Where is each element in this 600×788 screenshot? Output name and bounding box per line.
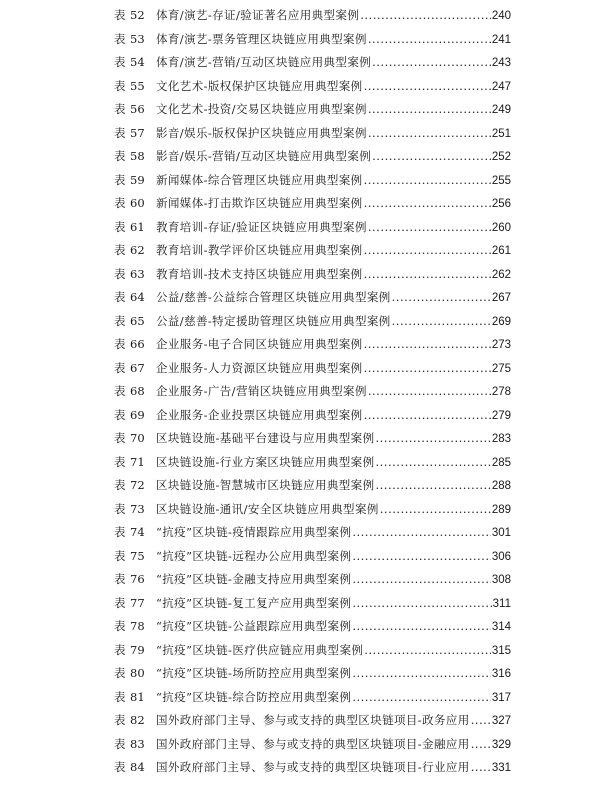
toc-entry-page: 241	[491, 33, 511, 46]
toc-entry-page: 279	[491, 409, 511, 422]
toc-entry[interactable]	[0, 686, 600, 710]
toc-entry-line	[156, 122, 511, 147]
toc-entry-prefix: 表	[114, 572, 126, 586]
toc-entry-prefix: 表	[114, 548, 126, 563]
toc-entry-title: “抗疫”区块链-复工复产应用典型案例	[156, 595, 352, 610]
toc-entry-page: 269	[491, 315, 511, 328]
toc-entry-page: 308	[491, 574, 511, 586]
toc-entry-title: 企业服务-电子合同区块链应用典型案例	[156, 337, 363, 351]
toc-entry-line	[156, 592, 511, 617]
toc-entry-prefix: 表	[114, 666, 126, 680]
toc-entry-title: “抗疫”区块链-综合防控应用典型案例	[156, 689, 352, 704]
toc-entry-title: 教育培训-教学评价区块链应用典型案例	[156, 243, 363, 257]
toc-leader-dots	[375, 474, 490, 498]
toc-entry[interactable]	[0, 592, 600, 616]
toc-entry-page: 311	[492, 597, 511, 610]
toc-entry-line	[156, 75, 511, 100]
toc-entry-prefix: 表	[114, 595, 126, 610]
toc-leader-dots	[352, 521, 490, 545]
toc-entry-page: 288	[491, 480, 511, 492]
toc-entry-page: 252	[491, 151, 511, 163]
toc-entry[interactable]	[0, 733, 600, 757]
toc-entry-number: 78	[130, 619, 145, 633]
toc-leader-dots	[471, 756, 491, 780]
toc-leader-dots	[352, 615, 490, 639]
toc-entry-title: 影音/娱乐-营销/互动区块链应用典型案例	[156, 149, 372, 163]
toc-entry-prefix: 表	[114, 149, 126, 163]
toc-entry[interactable]	[0, 98, 600, 122]
toc-entry-title: 区块链设施-行业方案区块链应用典型案例	[156, 454, 375, 469]
toc-entry-page: 262	[491, 268, 511, 281]
toc-entry-page: 314	[491, 621, 511, 633]
toc-entry-title: “抗疫”区块链-疫情跟踪应用典型案例	[156, 525, 352, 539]
toc-entry-number: 61	[130, 219, 145, 234]
toc-entry-number: 59	[130, 172, 145, 187]
toc-entry-page: 329	[491, 738, 511, 751]
toc-leader-dots	[364, 404, 491, 428]
toc-entry-title: “抗疫”区块链-金融支持应用典型案例	[156, 572, 352, 586]
toc-entry-prefix: 表	[114, 196, 126, 210]
toc-entry[interactable]	[0, 521, 600, 545]
toc-entry[interactable]	[0, 4, 600, 28]
toc-entry-line	[156, 380, 511, 405]
toc-entry[interactable]	[0, 709, 600, 733]
toc-entry-page: 251	[491, 127, 511, 140]
toc-leader-dots	[364, 192, 491, 216]
toc-entry-title: 国外政府部门主导、参与或支持的典型区块链项目-金融应用	[156, 736, 470, 751]
toc-entry-line	[156, 498, 511, 523]
toc-entry-prefix: 表	[114, 290, 126, 304]
toc-entry-page: 315	[491, 644, 511, 657]
toc-entry-page: 247	[491, 80, 511, 93]
toc-entry-page: 289	[491, 503, 511, 516]
toc-leader-dots	[364, 263, 491, 287]
toc-entry-prefix: 表	[114, 31, 126, 46]
toc-entry-number: 74	[130, 525, 145, 539]
toc-entry-title: 文化艺术-版权保护区块链应用典型案例	[156, 78, 363, 93]
toc-entry-line	[156, 333, 511, 358]
toc-entry-prefix: 表	[114, 736, 126, 751]
toc-entry-line	[156, 192, 511, 217]
toc-entry[interactable]	[0, 263, 600, 287]
toc-leader-dots	[364, 169, 491, 193]
toc-entry[interactable]	[0, 357, 600, 381]
toc-entry-page: 278	[491, 386, 511, 398]
toc-entry-line	[156, 709, 511, 734]
toc-entry[interactable]	[0, 639, 600, 663]
toc-entry-number: 66	[130, 337, 145, 351]
toc-entry[interactable]	[0, 662, 600, 686]
toc-entry[interactable]	[0, 122, 600, 146]
toc-entry-line	[156, 427, 511, 452]
toc-leader-dots	[375, 427, 490, 451]
toc-entry-line	[156, 662, 511, 687]
toc-entry-prefix: 表	[114, 384, 126, 398]
toc-leader-dots	[364, 639, 491, 663]
toc-entry[interactable]	[0, 427, 600, 451]
toc-entry-title: 影音/娱乐-版权保护区块链应用典型案例	[156, 125, 367, 140]
toc-entry-prefix: 表	[114, 337, 126, 351]
toc-entry-number: 75	[130, 548, 145, 563]
toc-leader-dots	[364, 357, 491, 381]
toc-entry-number: 76	[130, 572, 145, 586]
toc-entry[interactable]	[0, 51, 600, 75]
toc-entry-title: 教育培训-技术支持区块链应用典型案例	[156, 266, 363, 281]
toc-entry[interactable]	[0, 75, 600, 99]
toc-entry[interactable]	[0, 28, 600, 52]
toc-entry-number: 83	[130, 736, 145, 751]
toc-entry-prefix: 表	[114, 454, 126, 469]
toc-entry-line	[156, 169, 511, 194]
toc-entry-title: 体育/演艺-存证/验证著名应用典型案例	[156, 8, 360, 22]
toc-leader-dots	[352, 662, 490, 686]
toc-entry-prefix: 表	[114, 266, 126, 281]
toc-entry-prefix: 表	[114, 689, 126, 704]
toc-entry[interactable]	[0, 474, 600, 498]
toc-entry-title: “抗疫”区块链-公益跟踪应用典型案例	[156, 619, 352, 633]
toc-entry-number: 71	[130, 454, 145, 469]
toc-entry-number: 57	[130, 125, 145, 140]
toc-entry-prefix: 表	[114, 102, 126, 116]
toc-entry-number: 81	[130, 689, 145, 704]
toc-entry-line	[156, 239, 511, 264]
toc-entry-page: 243	[491, 57, 511, 69]
toc-entry-prefix: 表	[114, 478, 126, 492]
toc-entry-page: 327	[491, 715, 511, 727]
toc-entry-line	[156, 756, 511, 781]
toc-entry-title: 新闻媒体-综合管理区块链应用典型案例	[156, 172, 363, 187]
toc-entry-line	[156, 733, 511, 758]
toc-entry-prefix: 表	[114, 642, 126, 657]
toc-leader-dots	[352, 545, 490, 569]
toc-entry-page: 275	[491, 362, 511, 375]
toc-entry-line	[156, 357, 511, 382]
toc-entry-title: 体育/演艺-营销/互动区块链应用典型案例	[156, 55, 372, 69]
toc-entry-number: 82	[130, 713, 145, 727]
toc-entry-page: 285	[491, 456, 511, 469]
toc-leader-dots	[364, 239, 491, 263]
toc-entry[interactable]	[0, 498, 600, 522]
toc-entry-line	[156, 521, 511, 546]
toc-leader-dots	[360, 4, 491, 28]
toc-entry-number: 52	[130, 8, 145, 22]
toc-entry-page: 249	[491, 104, 511, 116]
toc-entry-line	[156, 51, 511, 76]
toc-entry-page: 283	[491, 433, 511, 445]
toc-entry[interactable]	[0, 451, 600, 475]
toc-entry-line	[156, 286, 511, 311]
toc-entry-line	[156, 615, 511, 640]
toc-entry-title: 国外政府部门主导、参与或支持的典型区块链项目-政务应用	[156, 713, 470, 727]
toc-leader-dots	[380, 498, 491, 522]
toc-entry[interactable]	[0, 380, 600, 404]
toc-entry-title: 公益/慈善-特定援助管理区块链应用典型案例	[156, 313, 391, 328]
toc-entry-number: 80	[130, 666, 145, 680]
toc-entry-prefix: 表	[114, 407, 126, 422]
toc-entry-line	[156, 545, 511, 570]
toc-entry-line	[156, 263, 511, 288]
toc-entry-number: 53	[130, 31, 145, 46]
toc-entry-line	[156, 28, 511, 53]
toc-entry[interactable]	[0, 169, 600, 193]
toc-entry-title: “抗疫”区块链-场所防控应用典型案例	[156, 666, 352, 680]
toc-entry-title: “抗疫”区块链-医疗供应链应用典型案例	[156, 642, 364, 657]
toc-entry-page: 261	[491, 245, 511, 257]
toc-entry-number: 79	[130, 642, 145, 657]
toc-entry-page: 240	[491, 10, 511, 22]
toc-leader-dots	[364, 75, 491, 99]
toc-leader-dots	[352, 592, 491, 616]
toc-entry-number: 58	[130, 149, 145, 163]
toc-leader-dots	[352, 568, 490, 592]
toc-entry-line	[156, 216, 511, 241]
toc-entry[interactable]	[0, 286, 600, 310]
toc-entry-title: 区块链设施-智慧城市区块链应用典型案例	[156, 478, 375, 492]
toc-entry-page: 267	[491, 292, 511, 304]
toc-entry-title: 企业服务-企业投票区块链应用典型案例	[156, 407, 363, 422]
toc-entry-prefix: 表	[114, 360, 126, 375]
toc-entry-page: 306	[491, 550, 511, 563]
toc-entry-title: 区块链设施-基础平台建设与应用典型案例	[156, 431, 375, 445]
toc-entry-prefix: 表	[114, 760, 126, 774]
toc-entry-title: 区块链设施-通讯/安全区块链应用典型案例	[156, 501, 379, 516]
toc-entry-line	[156, 310, 511, 335]
toc-leader-dots	[364, 333, 491, 357]
toc-leader-dots	[375, 451, 490, 475]
toc-entry-prefix: 表	[114, 125, 126, 140]
toc-entry-number: 77	[130, 595, 145, 610]
toc-leader-dots	[471, 733, 491, 757]
toc-entry-page: 273	[491, 339, 511, 351]
toc-entry-line	[156, 404, 511, 429]
toc-leader-dots	[392, 310, 491, 334]
toc-entry-number: 62	[130, 243, 145, 257]
toc-entry-number: 84	[130, 760, 145, 774]
toc-leader-dots	[368, 98, 491, 122]
toc-entry[interactable]	[0, 239, 600, 263]
toc-entry-title: 国外政府部门主导、参与或支持的典型区块链项目-行业应用	[156, 760, 470, 774]
toc-entry[interactable]	[0, 568, 600, 592]
toc-entry-number: 64	[130, 290, 145, 304]
toc-leader-dots	[372, 51, 491, 75]
toc-leader-dots	[368, 216, 491, 240]
toc-entry-line	[156, 98, 511, 123]
toc-entry-line	[156, 451, 511, 476]
toc-entry-title: 公益/慈善-公益综合管理区块链应用典型案例	[156, 290, 391, 304]
toc-entry-prefix: 表	[114, 172, 126, 187]
toc-entry-number: 67	[130, 360, 145, 375]
toc-entry-number: 69	[130, 407, 145, 422]
toc-entry-prefix: 表	[114, 619, 126, 633]
toc-leader-dots	[352, 686, 490, 710]
toc-entry-title: 新闻媒体-打击欺诈区块链应用典型案例	[156, 196, 363, 210]
toc-entry[interactable]	[0, 756, 600, 780]
toc-entry-line	[156, 568, 511, 593]
toc-entry-page: 256	[491, 198, 511, 210]
toc-entry-page: 316	[491, 668, 511, 680]
toc-entry-title: “抗疫”区块链-远程办公应用典型案例	[156, 548, 352, 563]
toc-leader-dots	[368, 122, 491, 146]
toc-entry[interactable]	[0, 404, 600, 428]
toc-entry-number: 68	[130, 384, 145, 398]
toc-leader-dots	[471, 709, 491, 733]
toc-entry-page: 301	[491, 527, 511, 539]
toc-entry-number: 70	[130, 431, 145, 445]
table-of-contents	[0, 4, 600, 780]
toc-entry[interactable]	[0, 310, 600, 334]
toc-entry-prefix: 表	[114, 525, 126, 539]
toc-entry-prefix: 表	[114, 219, 126, 234]
toc-leader-dots	[368, 28, 491, 52]
toc-entry-number: 56	[130, 102, 145, 116]
toc-leader-dots	[368, 380, 491, 404]
toc-entry-prefix: 表	[114, 55, 126, 69]
toc-entry-title: 企业服务-人力资源区块链应用典型案例	[156, 360, 363, 375]
toc-entry-title: 体育/演艺-票务管理区块链应用典型案例	[156, 31, 367, 46]
toc-entry-prefix: 表	[114, 431, 126, 445]
toc-entry-page: 260	[491, 221, 511, 234]
toc-entry-prefix: 表	[114, 501, 126, 516]
toc-leader-dots	[392, 286, 491, 310]
toc-entry[interactable]	[0, 333, 600, 357]
toc-entry-prefix: 表	[114, 8, 126, 22]
toc-entry-line	[156, 474, 511, 499]
toc-entry[interactable]	[0, 216, 600, 240]
toc-entry[interactable]	[0, 545, 600, 569]
toc-entry[interactable]	[0, 145, 600, 169]
toc-leader-dots	[372, 145, 491, 169]
toc-entry-number: 72	[130, 478, 145, 492]
toc-entry-number: 60	[130, 196, 145, 210]
toc-entry-title: 教育培训-存证/验证区块链应用典型案例	[156, 219, 367, 234]
toc-entry-line	[156, 639, 511, 664]
toc-entry-number: 65	[130, 313, 145, 328]
toc-entry-title: 企业服务-广告/营销区块链应用典型案例	[156, 384, 367, 398]
toc-entry-number: 54	[130, 55, 145, 69]
toc-entry-prefix: 表	[114, 243, 126, 257]
toc-entry-prefix: 表	[114, 78, 126, 93]
toc-entry-page: 255	[491, 174, 511, 187]
toc-entry[interactable]	[0, 615, 600, 639]
toc-entry-line	[156, 145, 511, 170]
toc-entry-number: 55	[130, 78, 145, 93]
toc-entry-title: 文化艺术-投资/交易区块链应用典型案例	[156, 102, 367, 116]
toc-entry-line	[156, 4, 511, 29]
toc-entry-number: 73	[130, 501, 145, 516]
toc-entry-line	[156, 686, 511, 711]
toc-entry-page: 331	[491, 762, 511, 774]
toc-entry-prefix: 表	[114, 713, 126, 727]
toc-entry-prefix: 表	[114, 313, 126, 328]
toc-entry-page: 317	[491, 691, 511, 704]
toc-entry-number: 63	[130, 266, 145, 281]
toc-entry[interactable]	[0, 192, 600, 216]
